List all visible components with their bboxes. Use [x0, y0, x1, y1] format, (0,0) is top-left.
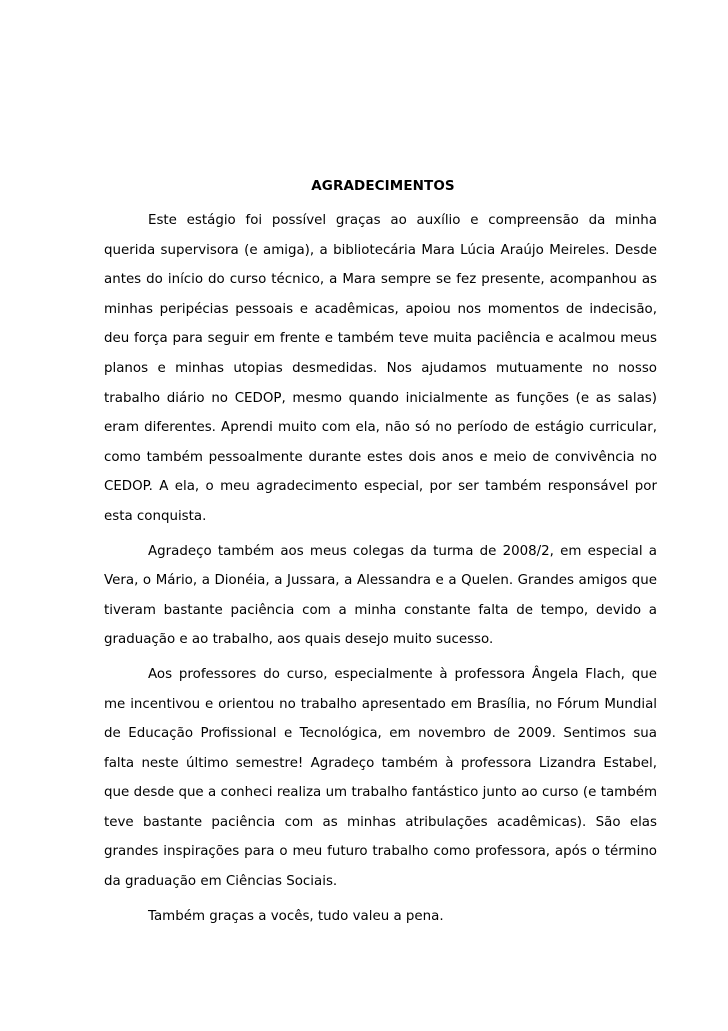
paragraph-closing: Também graças a vocês, tudo valeu a pena. — [148, 908, 444, 924]
paragraph-supervisor-thanks: Este estágio foi possível graças ao auxílio e compreensão da minha querida supervisora (e amiga), a bibliotecária Mara Lúcia Araújo Meireles. Desde antes do início do curso técnico, a Mara sempre se fez presente, acompanhou as minhas peripécias pessoais e acadêmicas, apoiou nos momentos de indecisão, deu força para seguir em frente e também teve muita paciência e acalmou meus planos e minhas utopias desmedidas. Nos ajudamos mutuamente no nosso trabalho diário no CEDOP, mesmo quando inicialmente as funções (e as salas) eram diferentes. Aprendi muito com ela, não só no período de estágio curricular, como também pessoalmente durante estes dois anos e meio de convivência no CEDOP. A ela, o meu agradecimento especial, por ser também responsável por esta conquista. — [104, 213, 657, 524]
paragraph-professors-thanks: Aos professores do curso, especialmente à professora Ângela Flach, que me incentivou e orientou no trabalho apresentado em Brasília, no Fórum Mundial de Educação Profissional e Tecnológica, em novembro de 2009. Sentimos sua falta neste último semestre! Agradeço também à professora Lizandra Estabel, que desde que a conheci realiza um trabalho fantástico junto ao curso (e também teve bastante paciência com as minhas atribulações acadêmicas). São elas grandes inspirações para o meu futuro trabalho como professora, após o término da graduação em Ciências Sociais. — [104, 666, 657, 890]
page-title: AGRADECIMENTOS — [311, 178, 455, 194]
paragraph-colleagues-thanks: Agradeço também aos meus colegas da turma de 2008/2, em especial a Vera, o Mário, a Dionéia, a Jussara, a Alessandra e a Quelen. Grandes amigos que tiveram bastante paciência com a minha constante falta de tempo, devido a graduação e ao trabalho, aos quais desejo muito sucesso. — [104, 543, 657, 648]
document-body — [104, 206, 657, 931]
